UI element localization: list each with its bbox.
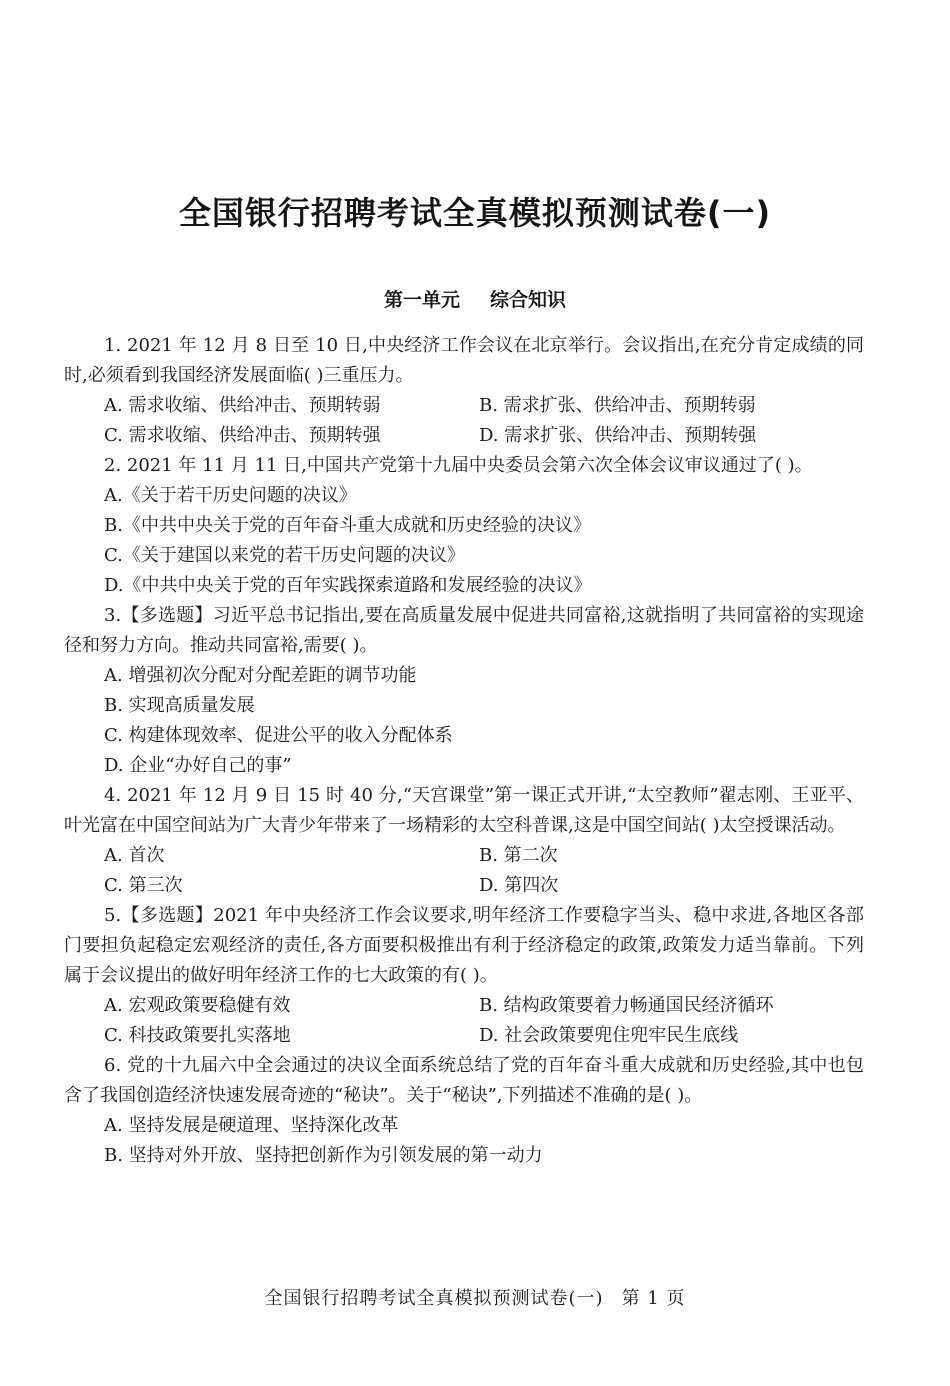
option-d: D.《中共中央关于党的百年实践探索道路和发展经验的决议》 — [104, 575, 592, 596]
option-c: C. 第三次 — [104, 875, 183, 896]
option-b: B. 需求扩张、供给冲击、预期转弱 — [479, 395, 756, 416]
question-stem: 5.【多选题】2021 年中央经济工作会议要求,明年经济工作要稳字当头、稳中求进,各地区各部门要担负起稳定宏观经济的责任,各方面要积极推出有利于经济稳定的政策,政策发力适当靠前。下列属于会议提出的做好明年经济工作的七大政策的有( )。 — [64, 905, 864, 986]
option-c: C.《关于建国以来党的若干历史问题的决议》 — [104, 545, 465, 566]
footer-title: 全国银行招聘考试全真模拟预测试卷(一) — [264, 1288, 604, 1309]
section-name: 综合知识 — [490, 289, 567, 311]
option-d: D. 社会政策要兜住兜牢民生底线 — [479, 1025, 739, 1046]
option-c: C. 构建体现效率、促进公平的收入分配体系 — [104, 725, 453, 746]
option-a: A. 坚持发展是硬道理、坚持深化改革 — [104, 1115, 399, 1136]
option-a: A.《关于若干历史问题的决议》 — [104, 485, 357, 506]
question-stem: 6. 党的十九届六中全会通过的决议全面系统总结了党的百年奋斗重大成就和历史经验,其中也包含了我国创造经济快速发展奇迹的“秘诀”。关于“秘诀”,下列描述不准确的是( )。 — [64, 1055, 864, 1106]
question-1 — [64, 331, 864, 451]
question-stem: 2. 2021 年 11 月 11 日,中国共产党第十九届中央委员会第六次全体会议审议通过了( )。 — [104, 455, 813, 476]
option-a: A. 首次 — [104, 845, 165, 866]
option-a: A. 宏观政策要稳健有效 — [104, 995, 291, 1016]
question-6 — [64, 1051, 864, 1171]
option-d: D. 企业“办好自己的事” — [104, 755, 292, 776]
option-c: C. 科技政策要扎实落地 — [104, 1025, 291, 1046]
question-5 — [64, 901, 864, 1051]
option-d: D. 第四次 — [479, 875, 559, 896]
option-b: B. 实现高质量发展 — [104, 695, 255, 716]
question-list — [64, 331, 864, 1171]
section-part: 第一单元 — [383, 289, 460, 311]
option-a: A. 增强初次分配对分配差距的调节功能 — [104, 665, 417, 686]
page-number: 第 1 页 — [621, 1288, 686, 1309]
option-b: B.《中共中央关于党的百年奋斗重大成就和历史经验的决议》 — [104, 515, 591, 536]
option-b: B. 坚持对外开放、坚持把创新作为引领发展的第一动力 — [104, 1145, 543, 1166]
question-stem: 3.【多选题】习近平总书记指出,要在高质量发展中促进共同富裕,这就指明了共同富裕的实现途径和努力方向。推动共同富裕,需要( )。 — [64, 605, 864, 656]
question-4 — [64, 781, 864, 901]
option-b: B. 第二次 — [479, 845, 558, 866]
option-b: B. 结构政策要着力畅通国民经济循环 — [479, 995, 774, 1016]
question-stem: 1. 2021 年 12 月 8 日至 10 日,中央经济工作会议在北京举行。会议指出,在充分肯定成绩的同时,必须看到我国经济发展面临( )三重压力。 — [64, 335, 864, 386]
question-2 — [64, 451, 864, 601]
page-footer — [0, 1284, 950, 1310]
page-title: 全国银行招聘考试全真模拟预测试卷(一) — [178, 194, 772, 232]
option-d: D. 需求扩张、供给冲击、预期转强 — [479, 425, 757, 446]
question-stem: 4. 2021 年 12 月 9 日 15 时 40 分,“天宫课堂”第一课正式开讲,“太空教师”翟志刚、王亚平、叶光富在中国空间站为广大青少年带来了一场精彩的太空科普课,这是中国空间站( )太空授课活动。 — [64, 785, 864, 836]
question-3 — [64, 601, 864, 781]
option-c: C. 需求收缩、供给冲击、预期转强 — [104, 425, 381, 446]
option-a: A. 需求收缩、供给冲击、预期转弱 — [104, 395, 381, 416]
section-heading — [0, 285, 950, 312]
